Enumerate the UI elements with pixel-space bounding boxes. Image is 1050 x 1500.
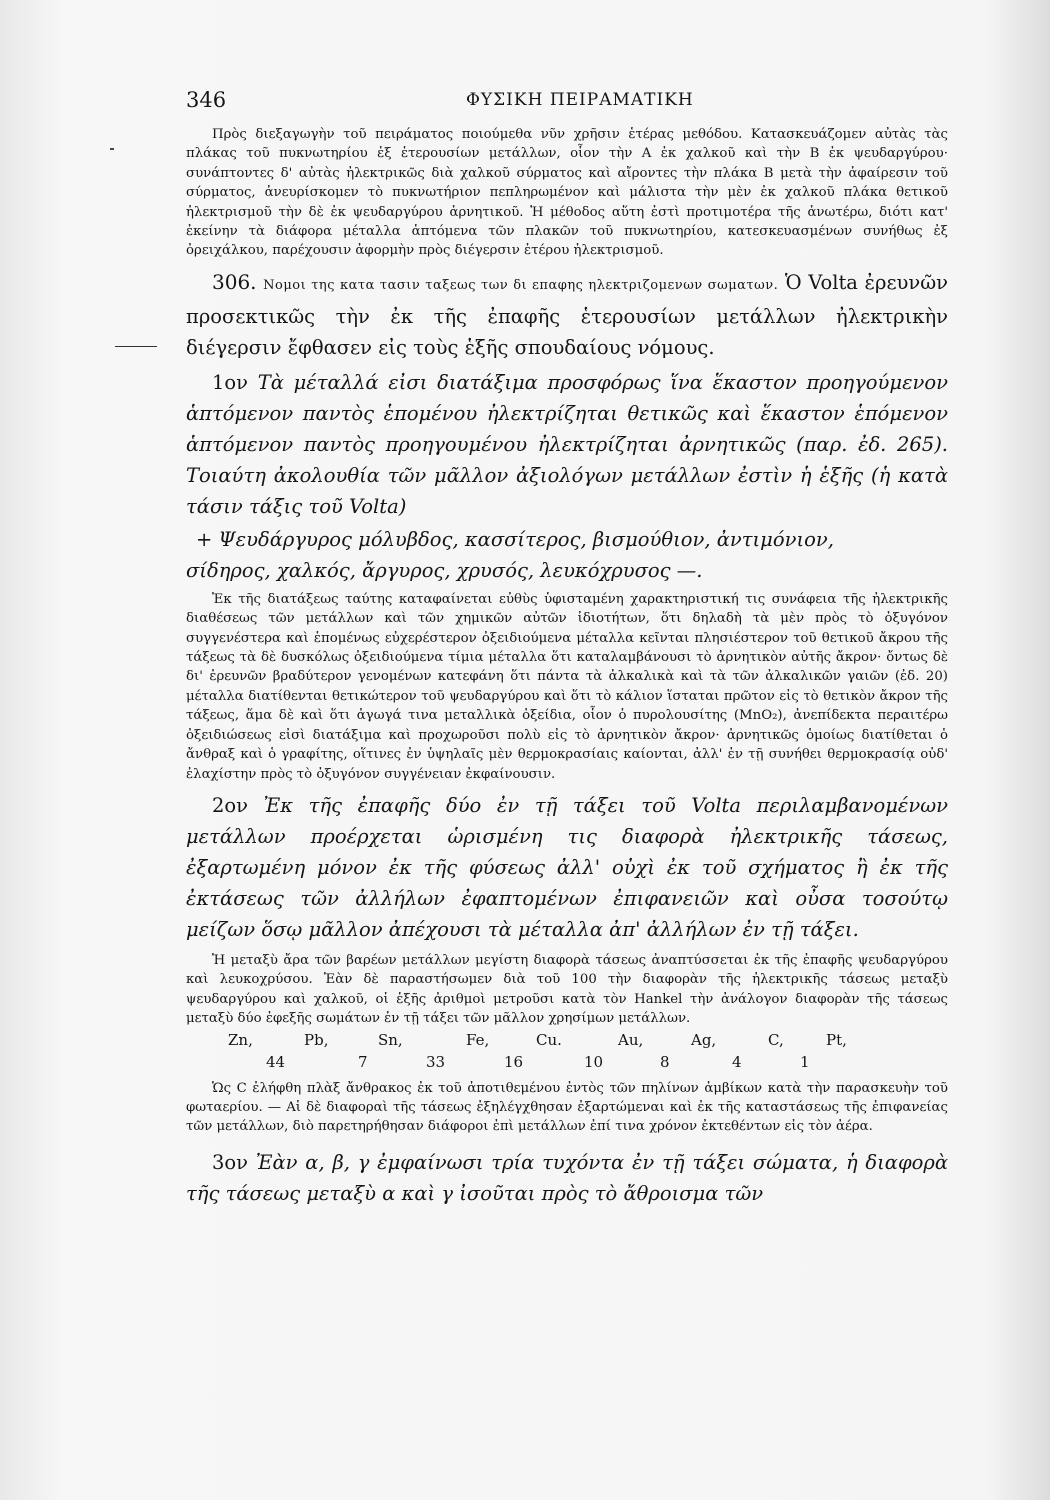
law-1-number: 1ον	[212, 370, 249, 394]
paragraph-carbon-note: Ὡς C ἐλήφθη πλὰξ ἄνθρακος ἐκ τοῦ ἀποτιθεμένου ἐντὸς τῶν πηλίνων ἀμβίκων κατὰ τὴν παρασκευὴν τοῦ φωταερίου. — Αἱ δὲ διαφοραὶ τῆς τάσεως ἐξηλέγχθησαν ἐξαρτώμεναι καὶ ἐκ τῆς καταστάσεως τῆς ἐπιφανείας τῶν μετάλλων, διὸ παρετηρήθησαν διάφοροι ἐπὶ μετάλλων ἐπί τινα χρόνον ἐκτεθέντων εἰς τὸν ἀέρα.	[186, 1080, 948, 1135]
margin-rule	[115, 346, 157, 347]
law-1	[186, 367, 948, 522]
table-metal: Sn,	[378, 1030, 403, 1049]
law-3-number: 3ον	[212, 1150, 249, 1174]
table-difference: 10	[584, 1052, 604, 1071]
table-metal: Zn,	[228, 1030, 253, 1049]
tension-table	[186, 1031, 948, 1075]
page-body	[186, 125, 948, 1209]
table-metal: Fe,	[466, 1030, 490, 1049]
law-1-text: Τὰ μέταλλά εἰσι διατάξιμα προσφόρως ἵνα ἕκαστον προηγούμενον ἁπτόμενον παντὸς ἑπομένου ἠλεκτρίζηται θετικῶς καὶ ἕκαστον ἑπόμενον ἁπτόμενον παντὸς προηγουμένου ἠλεκτρίζηται ἀρνητικῶς (παρ. ἐδ. 265). Τοιαύτη ἀκολουθία τῶν μᾶλλον ἀξιολόγων μετάλλων ἐστὶν ἡ ἑξῆς (ἡ κατὰ τάσιν τάξις τοῦ Volta)	[186, 370, 948, 518]
table-difference: 16	[504, 1052, 524, 1071]
table-difference: 7	[358, 1052, 368, 1071]
paragraph-chemical-affinity: Ἐκ τῆς διατάξεως ταύτης καταφαίνεται εὐθὺς ὑφισταμένη χαρακτηριστική τις συνάφεια τῆς ἠλεκτρικῆς διαθέσεως τῶν μετάλλων καὶ τῶν χημικῶν αὐτῶν ἰδιοτήτων, ὅτι δηλαδὴ τὰ μὲν πρὸς τὸ ὀξυγόνον συγγενέστερα καὶ ἑπομένως εὐχερέστερον ὀξειδιούμενα μέταλλα κεῖνται πλησιέστερον τοῦ θετικοῦ ἄκρου τῆς τάξεως τὰ δὲ δυσκόλως ὀξειδιούμενα τίμια μέταλλα ὅτι καταλαμβάνουσι τὸ ἀρνητικὸν αὐτῆς ἄκρον· ὄντως δὲ δι' ἐρευνῶν βραδύτερον γενομένων κατεφάνη ὅτι πάντα τὰ ἀλκαλικὰ καὶ τὰ τῶν ἀλκαλικῶν γαιῶν (ἐδ. 20) μέταλλα διατίθενται θετικώτερον τοῦ ψευδαργύρου καὶ ὅτι τὸ κάλιον ἵσταται πρῶτον εἰς τὸ θετικὸν ἄκρον τῆς τάξεως, ἅμα δὲ καὶ ὅτι ἀγωγά τινα μεταλλικὰ ὀξείδια, οἷον ὁ πυρολουσίτης (MnO₂), ἀνεπίδεκτα περαιτέρω ὀξειδιώσεως εἰσὶ διατάξιμα καὶ προχωροῦσι πολὺ εἰς τὸ ἀρνητικὸν ἄκρον· ἀρνητικῶς ὁμοίως διατίθεται ὁ ἄνθραξ καὶ ὁ γραφίτης, οἵτινες ἐν ὑψηλαῖς μὲν θερμοκρασίαις καίονται, ἀλλ' ἐν τῇ συνήθει θερμοκρασίᾳ οὐδ' ἐλαχίστην πρὸς τὸ ὀξυγόνον συγγένειαν ἐκφαίνουσιν.	[186, 591, 948, 782]
table-difference: 8	[660, 1052, 670, 1071]
table-difference: 1	[800, 1052, 810, 1071]
table-difference: 4	[732, 1052, 742, 1071]
law-2	[186, 790, 948, 945]
paragraph-hankel: Ἡ μεταξὺ ἄρα τῶν βαρέων μετάλλων μεγίστη διαφορὰ τάσεως ἀναπτύσσεται ἐκ τῆς ἐπαφῆς ψευδαργύρου καὶ λευκοχρύσου. Ἐὰν δὲ παραστήσωμεν διὰ τοῦ 100 τὴν διαφορὰν τῆς ἠλεκτρικῆς τάσεως μεταξὺ ψευδαργύρου καὶ χαλκοῦ, οἱ ἑξῆς ἀριθμοὶ μετροῦσι κατὰ τὸν Hankel τὴν ἀνάλογον διαφορὰν τῆς τάσεως μεταξὺ δύο ἐφεξῆς σωμάτων ἐν τῇ τάξει τῶν μᾶλλον χρησίμων μετάλλων.	[186, 952, 948, 1027]
law-2-number: 2ον	[212, 793, 249, 817]
section-306	[186, 267, 948, 363]
page-header	[186, 88, 956, 118]
law-2-text: Ἐκ τῆς ἐπαφῆς δύο ἐν τῇ τάξει τοῦ Volta περιλαμβανομένων μετάλλων προέρχεται ὡρισμένη τις διαφορὰ ἠλεκτρικῆς τάσεως, ἐξαρτωμένη μόνον ἐκ τῆς φύσεως ἀλλ' οὐχὶ ἐκ τοῦ σχήματος ἢ ἐκ τῆς ἐκτάσεως τῶν ἀλλήλων ἐφαπτομένων ἐπιφανειῶν καὶ οὖσα τοσούτῳ μείζων ὅσῳ μᾶλλον ἀπέχουσι τὰ μέταλλα ἀπ' ἀλλήλων ἐν τῇ τάξει.	[186, 793, 948, 941]
law-3	[186, 1147, 948, 1209]
voltaic-series-line-2: σίδηρος, χαλκός, ἄργυρος, χρυσός, λευκόχρυσος —.	[186, 558, 703, 582]
table-difference: 33	[426, 1052, 446, 1071]
table-metal: Au,	[618, 1030, 644, 1049]
table-metal: Ag,	[691, 1030, 717, 1049]
voltaic-series-line-1: + Ψευδάργυρος μόλυβδος, κασσίτερος, βισμούθιον, ἀντιμόνιον,	[196, 527, 834, 551]
paragraph-method: Πρὸς διεξαγωγὴν τοῦ πειράματος ποιούμεθα νῦν χρῆσιν ἑτέρας μεθόδου. Κατασκευάζομεν αὐτὰς τὰς πλάκας τοῦ πυκνωτηρίου ἐξ ἑτερουσίων μετάλλων, οἷον τὴν Α ἐκ χαλκοῦ καὶ τὴν Β ἐκ ψευδαργύρου· συνάπτοντες δ' αὐτὰς ἠλεκτρικῶς διὰ χαλκοῦ σύρματος καὶ αἴροντες τὴν πλάκα Β μετὰ τὴν ἀφαίρεσιν τοῦ σύρματος, ἀνευρίσκομεν τὸ πυκνωτήριον πεπληρωμένον καὶ μάλιστα τὴν μὲν ἐκ χαλκοῦ πλάκα θετικοῦ ἠλεκτρισμοῦ τὴν δὲ ἐκ ψευδαργύρου ἀρνητικοῦ. Ἡ μέθοδος αὕτη ἐστὶ προτιμοτέρα τῆς ἀνωτέρω, διότι κατ' ἐκείνην τὰ διάφορα μέταλλα ἁπτόμενα τῶν πλακῶν τοῦ πυκνωτηρίου, κατεσκευασμένων συνήθως ἐξ ὀρειχάλκου, παρέχουσιν ἀφορμὴν πρὸς διέγερσιν ἑτέρου ἠλεκτρισμοῦ.	[186, 127, 948, 259]
running-title: ΦΥΣΙΚΗ ΠΕΙΡΑΜΑΤΙΚΗ	[466, 90, 694, 110]
table-metal: Cu.	[536, 1030, 562, 1049]
table-metal: Pt,	[826, 1030, 847, 1049]
section-intro: Ὁ Volta ἐρευνῶν προσεκτικῶς τὴν ἐκ τῆς ἐπαφῆς ἑτερουσίων μετάλλων ἠλεκτρικὴν διέγερσιν ἔφθασεν εἰς τοὺς ἑξῆς σπουδαίους νόμους.	[186, 270, 949, 359]
section-number: 306.	[212, 269, 257, 294]
section-title: Νομοι της κατα τασιν ταξεως των δι επαφης ηλεκτριζομενων σωματων.	[263, 277, 779, 293]
table-metal: Pb,	[304, 1030, 329, 1049]
margin-mark	[110, 148, 114, 150]
table-difference: 44	[266, 1052, 286, 1071]
page-number: 346	[186, 88, 227, 112]
table-metal: C,	[768, 1030, 784, 1049]
law-3-text: Ἐὰν α, β, γ ἐμφαίνωσι τρία τυχόντα ἐν τῇ τάξει σώματα, ἡ διαφορὰ τῆς τάσεως μεταξὺ α καὶ γ ἰσοῦται πρὸς τὸ ἄθροισμα τῶν	[186, 1150, 948, 1205]
